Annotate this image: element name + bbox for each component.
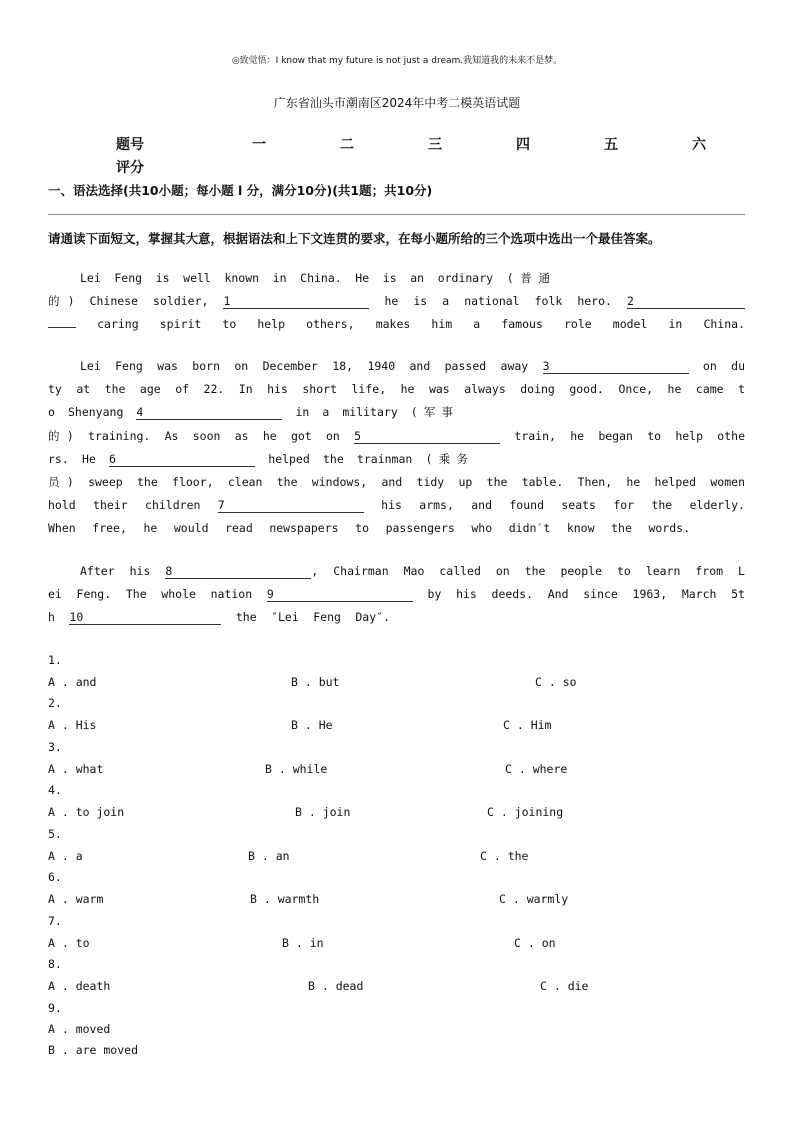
option-b[interactable]: B . in <box>282 936 324 950</box>
blank-3[interactable]: 3 <box>543 359 689 374</box>
option-c[interactable]: C . Him <box>503 718 552 732</box>
passage-line: Lei Feng was born on December 18, 1940 and passed away 3 on du <box>80 359 745 373</box>
option-b[interactable]: B . join <box>295 805 351 819</box>
passage-line: After his 8 , Chairman Mao called on the people to learn from L <box>80 564 745 578</box>
question-number: 2. <box>48 696 62 710</box>
blank-2[interactable]: 2 <box>627 294 745 309</box>
score-table-row-label: 评分 <box>116 160 144 176</box>
page-title: 广东省汕头市潮南区2024年中考二模英语试题 <box>273 96 521 110</box>
passage-paragraph-3 <box>48 560 745 630</box>
passage-paragraph-1 <box>48 267 745 337</box>
question-number: 8. <box>48 957 62 971</box>
score-table-col-label: 题号 <box>116 137 144 153</box>
section-instruction: 请通读下面短文，掌握其大意，根据语法和上下文连贯的要求，在每小题所给的三个选项中选出一个最佳答案。 <box>48 231 661 246</box>
blank-5[interactable]: 5 <box>354 429 500 444</box>
option-b[interactable]: B . are moved <box>48 1043 139 1057</box>
header-motto: ◎致觉悟：I know that my future is not just a dream.我知道我的未来不是梦。 <box>231 56 563 66</box>
passage-line: ei Feng. The whole nation 9 by his deeds. And since 1963, March 5t <box>48 587 745 602</box>
option-c[interactable]: C . joining <box>487 805 564 819</box>
option-a[interactable]: A . what <box>48 762 104 776</box>
score-col-2: 二 <box>340 137 354 153</box>
score-col-3: 三 <box>428 137 442 153</box>
option-c[interactable]: C . die <box>540 979 589 993</box>
score-col-6: 六 <box>692 137 706 153</box>
question-number: 5. <box>48 827 62 841</box>
option-b[interactable]: B . warmth <box>250 892 320 906</box>
blank-2-cont <box>48 313 76 328</box>
passage-line: hold their children 7 his arms, and found seats for the elderly. <box>48 498 745 513</box>
question-number: 9. <box>48 1001 62 1015</box>
passage-line: rs. He 6 helped the trainman (乘务 <box>48 451 469 466</box>
option-b[interactable]: B . He <box>291 718 333 732</box>
section-heading: 一、语法选择(共10小题；每小题 l 分，满分10分)(共1题；共10分) <box>48 183 433 198</box>
blank-10[interactable]: 10 <box>69 610 221 625</box>
option-c[interactable]: C . so <box>535 675 577 689</box>
passage-line: caring spirit to help others, makes him a famous role model in China. <box>48 313 745 336</box>
passage-paragraph-2 <box>48 355 745 541</box>
blank-6[interactable]: 6 <box>109 452 255 467</box>
option-a[interactable]: A . death <box>48 979 111 993</box>
option-a[interactable]: A . moved <box>48 1022 111 1036</box>
passage-line: When free, he would read newspapers to passengers who didn′t know the words. <box>48 521 690 536</box>
blank-9[interactable]: 9 <box>267 587 413 602</box>
option-a[interactable]: A . and <box>48 675 97 689</box>
question-number: 3. <box>48 740 62 754</box>
passage-line: h 10 the ″Lei Feng Day″. <box>48 610 390 625</box>
blank-8[interactable]: 8 <box>165 564 311 579</box>
option-c[interactable]: C . where <box>505 762 568 776</box>
option-a[interactable]: A . to join <box>48 805 125 819</box>
passage-line: ty at the age of 22. In his short life, he was always doing good. Once, he came t <box>48 382 745 397</box>
blank-7[interactable]: 7 <box>218 498 364 513</box>
option-a[interactable]: A . a <box>48 849 83 863</box>
passage-line: 的) training. As soon as he got on 5 train, he began to help othe <box>48 428 745 443</box>
question-number: 6. <box>48 870 62 884</box>
option-c[interactable]: C . on <box>514 936 556 950</box>
option-b[interactable]: B . while <box>265 762 328 776</box>
score-col-1: 一 <box>252 137 266 153</box>
score-col-5: 五 <box>604 137 618 153</box>
question-number: 4. <box>48 783 62 797</box>
question-number: 1. <box>48 653 62 667</box>
blank-4[interactable]: 4 <box>136 405 282 420</box>
option-a[interactable]: A . His <box>48 718 97 732</box>
blank-1[interactable]: 1 <box>223 294 369 309</box>
passage-line: o Shenyang 4 in a military (军事 <box>48 405 453 420</box>
option-b[interactable]: B . but <box>291 675 340 689</box>
divider <box>48 214 745 215</box>
passage-line: 的) Chinese soldier, 1 he is a national folk hero. 2 <box>48 290 745 313</box>
option-a[interactable]: A . warm <box>48 892 104 906</box>
question-number: 7. <box>48 914 62 928</box>
passage-line: Lei Feng is well known in China. He is an ordinary (普通 <box>80 271 550 285</box>
score-col-4: 四 <box>516 137 530 153</box>
option-a[interactable]: A . to <box>48 936 90 950</box>
option-b[interactable]: B . an <box>248 849 290 863</box>
passage-line: 员) sweep the floor, clean the windows, and tidy up the table. Then, he helped women <box>48 474 745 489</box>
option-c[interactable]: C . the <box>480 849 529 863</box>
option-c[interactable]: C . warmly <box>499 892 569 906</box>
option-b[interactable]: B . dead <box>308 979 364 993</box>
